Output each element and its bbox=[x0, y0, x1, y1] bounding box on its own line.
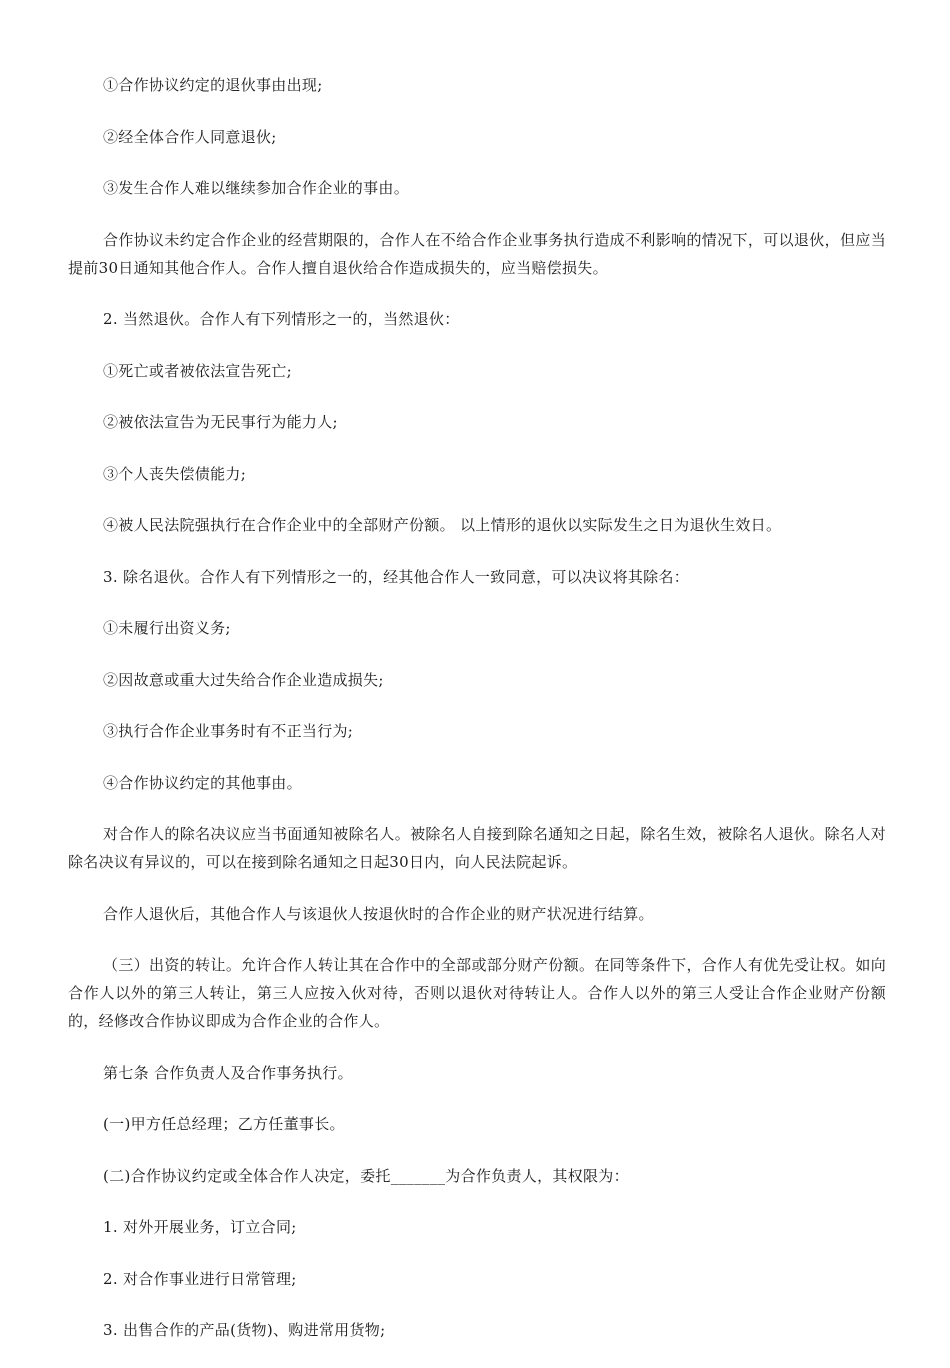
paragraph: 2. 当然退伙。合作人有下列情形之一的，当然退伙： bbox=[103, 310, 460, 328]
paragraph: ③个人丧失偿债能力; bbox=[103, 464, 247, 483]
paragraph: 1. 对外开展业务，订立合同; bbox=[103, 1218, 297, 1236]
paragraph: （三）出资的转让。允许合作人转让其在合作中的全部或部分财产份额。在同等条件下，合作人有优先受让权。如向合作人以外的第三人转让，第三人应按入伙对待，否则以退伙对待转让人。合作人以外的第三人受让合作企业财产份额的，经修改合作协议即成为合作企业的合作人。 bbox=[68, 956, 886, 1030]
paragraph: 合作人退伙后，其他合作人与该退伙人按退伙时的合作企业的财产状况进行结算。 bbox=[103, 904, 654, 923]
paragraph: (二)合作协议约定或全体合作人决定，委托_______为合作负责人，其权限为： bbox=[103, 1166, 629, 1185]
paragraph: 合作协议未约定合作企业的经营期限的，合作人在不给合作企业事务执行造成不利影响的情况下，可以退伙，但应当提前30日通知其他合作人。合作人擅自退伙给合作造成损失的，应当赔偿损失。 bbox=[68, 230, 886, 277]
document-body bbox=[68, 71, 886, 1368]
paragraph: ④合作协议约定的其他事由。 bbox=[103, 773, 302, 792]
paragraph: ④被人民法院强执行在合作企业中的全部财产份额。 以上情形的退伙以实际发生之日为退伙生效日。 bbox=[103, 516, 782, 534]
paragraph: 3. 除名退伙。合作人有下列情形之一的，经其他合作人一致同意，可以决议将其除名： bbox=[103, 567, 690, 586]
paragraph: ③发生合作人难以继续参加合作企业的事由。 bbox=[103, 179, 410, 197]
paragraph: ③执行合作企业事务时有不正当行为; bbox=[103, 722, 354, 740]
paragraph: ②经全体合作人同意退伙; bbox=[103, 127, 277, 146]
paragraph: ②因故意或重大过失给合作企业造成损失; bbox=[103, 670, 384, 689]
paragraph: ①合作协议约定的退伙事由出现; bbox=[103, 76, 323, 94]
paragraph: ①死亡或者被依法宣告死亡; bbox=[103, 361, 292, 380]
paragraph: (一)甲方任总经理；乙方任董事长。 bbox=[103, 1115, 345, 1133]
paragraph: ②被依法宣告为无民事行为能力人; bbox=[103, 413, 338, 431]
paragraph: 2. 对合作事业进行日常管理; bbox=[103, 1269, 297, 1288]
paragraph: ①未履行出资义务; bbox=[103, 619, 231, 637]
paragraph: 对合作人的除名决议应当书面通知被除名人。被除名人自接到除名通知之日起，除名生效，被除名人退伙。除名人对除名决议有异议的，可以在接到除名通知之日起30日内，向人民法院起诉。 bbox=[68, 825, 886, 871]
paragraph: 3. 出售合作的产品(货物)、购进常用货物; bbox=[103, 1321, 386, 1339]
paragraph: 第七条 合作负责人及合作事务执行。 bbox=[103, 1063, 353, 1082]
